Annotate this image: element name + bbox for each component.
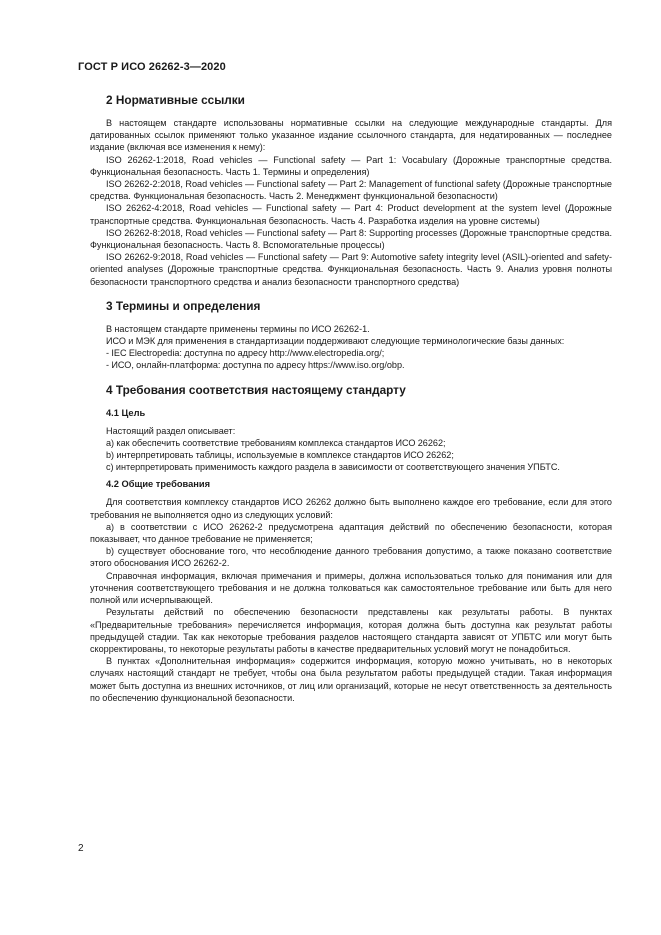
- subsection-4-1-line: c) интерпретировать применимость каждого раздела в зависимости от соответствующего значения УПБТС.: [106, 462, 560, 473]
- normative-reference: ISO 26262-4:2018, Road vehicles — Functional safety — Part 4: Product development at the system level (Дорожные транспортные средства. Функциональная безопасность. Часть 4. Разработка изделия на уровне системы): [90, 203, 612, 226]
- subsection-4-2-heading: 4.2 Общие требования: [106, 479, 211, 490]
- section-3-line: В настоящем стандарте применены термины по ИСО 26262-1.: [106, 323, 370, 334]
- section-3-line: - ИСО, онлайн-платформа: доступна по адресу https://www.iso.org/obp.: [106, 360, 405, 371]
- subsection-4-1-line: a) как обеспечить соответствие требованиям комплекса стандартов ИСО 26262;: [106, 437, 446, 448]
- page-number: 2: [78, 843, 84, 854]
- subsection-4-2-paragraph: Для соответствия комплексу стандартов ИСО 26262 должно быть выполнено каждое его требование, если для этого требования не выполняется одно из следующих условий:: [90, 497, 612, 520]
- section-3-line: - IEC Electropedia: доступна по адресу http://www.electropedia.org/;: [106, 348, 385, 359]
- subsection-4-1-line: b) интерпретировать таблицы, используемые в комплексе стандартов ИСО 26262;: [106, 450, 454, 461]
- subsection-4-1-line: Настоящий раздел описывает:: [106, 425, 236, 436]
- normative-reference: ISO 26262-1:2018, Road vehicles — Functional safety — Part 1: Vocabulary (Дорожные транспортные средства. Функциональная безопасность. Часть 1. Термины и определения): [90, 154, 612, 177]
- normative-reference: ISO 26262-8:2018, Road vehicles — Functional safety — Part 8: Supporting processes (Дорожные транспортные средства. Функциональная безопасность. Часть 8. Вспомогательные процессы): [90, 227, 612, 251]
- subsection-4-2-paragraph: Результаты действий по обеспечению безопасности представлены как результаты работы. В пунктах «Предварительные требования» перечисляется информация, которая должна быть доступна как результат работы предыдущей стадии. Так как некоторые требования разделов настоящего стандарта зависят от УПБТС или могут быть скорректированы, то некоторые результаты работы в качестве предварительных условий могут не понадобиться.: [90, 607, 612, 654]
- section-4-heading: 4 Требования соответствия настоящему стандарту: [106, 382, 406, 397]
- subsection-4-2-paragraph: b) существует обоснование того, что несоблюдение данного требования допустимо, а также показано соответствие этого обоснования ИСО 26262-2.: [90, 546, 612, 569]
- subsection-4-2-paragraph: a) в соответствии с ИСО 26262-2 предусмотрена адаптация действий по обеспечению безопасности, которая показывает, что данное требование не применяется;: [90, 521, 612, 545]
- section-3-line: ИСО и МЭК для применения в стандартизации поддерживают следующие терминологические базы данных:: [106, 336, 565, 347]
- normative-reference: ISO 26262-2:2018, Road vehicles — Functional safety — Part 2: Management of functional safety (Дорожные транспортные средства. Функциональная безопасность. Часть 2. Менеджмент функциональной безопасности): [90, 179, 612, 202]
- section-2-heading: 2 Нормативные ссылки: [106, 93, 245, 107]
- subsection-4-1-heading: 4.1 Цель: [106, 407, 146, 418]
- section-2-intro: В настоящем стандарте использованы нормативные ссылки на следующие международные стандарты. Для датированных ссылок применяют только указанное издание ссылочного стандарта, для недатированных — последнее издание (включая все изменения к нему):: [90, 118, 612, 153]
- subsection-4-2-paragraph: Справочная информация, включая примечания и примеры, должна использоваться только для понимания или для уточнения соответствующего требования и не должна толковаться как самостоятельное требование или быть для него полной или исчерпывающей.: [90, 570, 612, 606]
- normative-reference: ISO 26262-9:2018, Road vehicles — Functional safety — Part 9: Automotive safety integrity level (ASIL)-oriented and safety-oriented analyses (Дорожные транспортные средства. Функциональная безопасность. Часть 9. Анализ уровня полноты безопасности транспортного средства и анализ безопасности транспортного средства): [90, 252, 612, 287]
- document-header: ГОСТ Р ИСО 26262-3—2020: [78, 61, 226, 73]
- section-3-heading: 3 Термины и определения: [106, 298, 261, 313]
- subsection-4-2-paragraph: В пунктах «Дополнительная информация» содержится информация, которую можно учитывать, но в некоторых случаях настоящий стандарт не требует, чтобы она была результатом работы предыдущей стадии. Такая информация может быть доступна из внешних источников, от лиц или организаций, которые не несут ответственность за деятельность по обеспечению функциональной безопасности.: [90, 656, 612, 703]
- document-body: [90, 93, 612, 704]
